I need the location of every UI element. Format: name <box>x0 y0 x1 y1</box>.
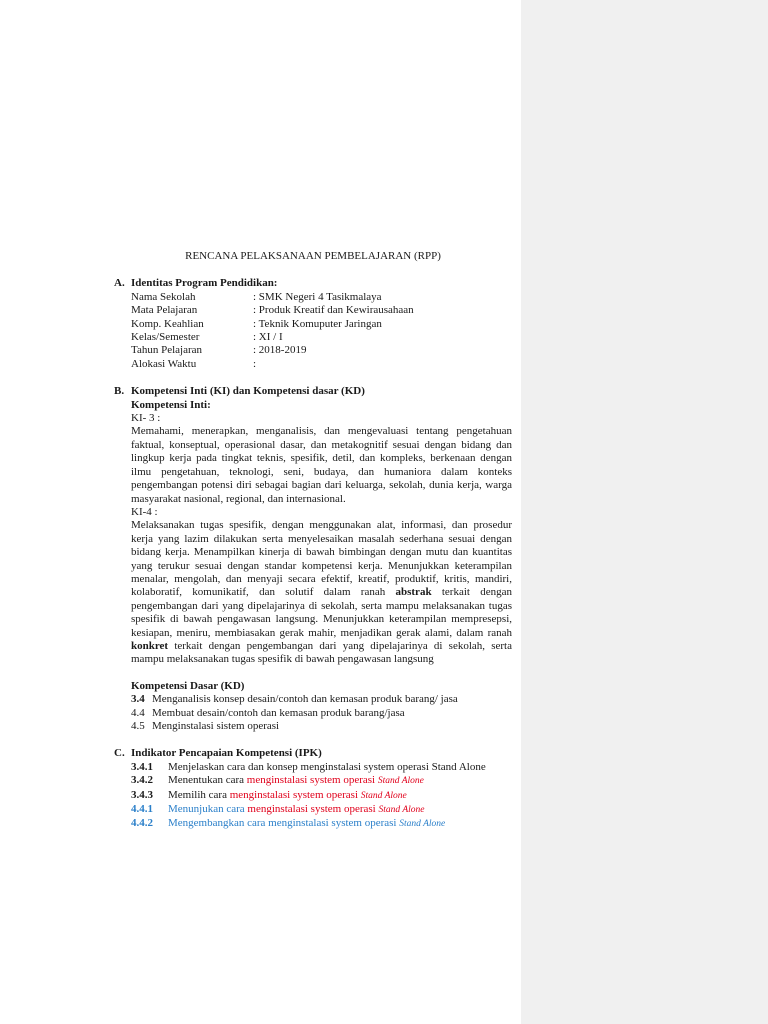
ki4-bold-konkret: konkret <box>131 639 169 652</box>
identity-row <box>131 331 512 344</box>
identity-row <box>131 291 512 304</box>
spacer <box>114 733 512 747</box>
ipk-text-blue: Menunjukan cara <box>168 803 248 816</box>
ipk-text <box>168 817 445 831</box>
identity-label: Nama Sekolah <box>131 290 196 303</box>
ki4-text-part: terkait dengan pengembangan dari yang dipelajarinya di sekolah, serta mampu melaksanakan tugas spesifik di bawah pengawasan langsung. Menunjukkan keterampilan mempresepsi, kesiapan, meniru, membiasakan gerak mahir, menjadikan gerak alami, dalam ranah <box>131 586 512 639</box>
kd-number: 4.5 <box>131 720 145 732</box>
section-identitas <box>114 277 512 371</box>
kd-text: Menginstalasi sistem operasi <box>152 720 280 732</box>
identity-value: : 2018-2019 <box>253 344 307 357</box>
comment-pane <box>521 0 768 1024</box>
ki4-text <box>131 519 512 666</box>
identity-label: Mata Pelajaran <box>131 304 198 317</box>
identity-value: : Teknik Komuputer Jaringan <box>253 317 382 330</box>
ipk-stand-alone: Stand Alone <box>378 805 425 816</box>
document-title: RENCANA PELAKSANAAN PEMBELAJARAN (RPP) <box>185 250 441 262</box>
ipk-text-red: menginstalasi system operasi <box>246 774 378 787</box>
kd-text: Membuat desain/contoh dan kemasan produk barang/jasa <box>152 706 405 719</box>
identity-value: : SMK Negeri 4 Tasikmalaya <box>253 290 382 303</box>
ipk-item <box>131 817 512 831</box>
ipk-stand-alone: Stand Alone <box>399 819 446 830</box>
kd-text: Menganalisis konsep desain/contoh dan kemasan produk barang/ jasa <box>152 693 458 706</box>
ipk-text-red: menginstalasi system operasi <box>247 803 379 816</box>
section-c-letter: C. <box>114 747 125 760</box>
identity-label: Tahun Pelajaran <box>131 344 203 357</box>
identity-value: : Produk Kreatif dan Kewirausahaan <box>253 304 414 317</box>
ipk-item <box>131 761 512 774</box>
section-ipk <box>114 747 512 831</box>
ipk-stand-alone: Stand Alone <box>377 776 424 787</box>
ipk-text-blue: Mengembangkan cara menginstalasi system operasi <box>168 817 400 830</box>
kd-item <box>131 720 512 733</box>
ipk-text <box>168 789 407 803</box>
ipk-text: Menjelaskan cara dan konsep menginstalasi system operasi Stand Alone <box>168 760 486 773</box>
ki3-text: Memahami, menerapkan, menganalisis, dan mengevaluasi tentang pengetahuan faktual, konseptual, operasional dasar, dan metakognitif sesuai dengan bidang dan lingkup kerja pada tingkat teknis, spesifik, detil, dan kompleks, berkenaan dengan ilmu pengetahuan, teknologi, seni, budaya, dan humaniora dalam konteks pengembangan potensi diri sebagai bagian dari keluarga, sekolah, dunia kerja, warga masyarakat nasional, regional, dan internasional. <box>131 425 512 505</box>
ki4-text-part: terkait dengan pengembangan dari yang dipelajarinya di sekolah, serta mampu melaksanakan tugas spesifik di bawah pengawasan langsung <box>131 639 512 666</box>
section-b-letter: B. <box>114 385 125 398</box>
spacer <box>131 667 512 680</box>
ki4-label: KI-4 : <box>131 505 158 518</box>
ipk-number: 3.4.3 <box>131 788 153 801</box>
kd-number: 4.4 <box>131 706 145 719</box>
kd-item <box>131 693 512 706</box>
identity-value: : <box>253 357 257 370</box>
document-body <box>114 250 512 832</box>
ki4-bold-abstrak: abstrak <box>395 586 432 599</box>
ipk-stand-alone: Stand Alone <box>360 790 407 801</box>
section-kompetensi <box>114 385 512 733</box>
ipk-item <box>131 803 512 817</box>
ipk-text-red: menginstalasi system operasi <box>229 788 361 801</box>
kd-heading: Kompetensi Dasar (KD) <box>131 679 245 692</box>
ki-heading: Kompetensi Inti: <box>131 398 211 411</box>
ipk-text <box>168 803 425 817</box>
ipk-number: 3.4.2 <box>131 774 153 787</box>
identity-row <box>131 304 512 317</box>
kd-item <box>131 707 512 720</box>
identity-value: : XI / I <box>253 331 283 344</box>
ki3-label: KI- 3 : <box>131 412 161 425</box>
kd-number: 3.4 <box>131 693 145 706</box>
ipk-item <box>131 774 512 788</box>
ipk-text-part: Memilih cara <box>168 788 230 801</box>
identity-row <box>131 358 512 371</box>
identity-label: Kelas/Semester <box>131 331 200 344</box>
ipk-text <box>168 774 424 788</box>
ipk-number: 4.4.1 <box>131 803 153 816</box>
ipk-text-part: Menentukan cara <box>168 774 247 787</box>
identity-row <box>131 344 512 357</box>
spacer <box>114 371 512 385</box>
ipk-number: 4.4.2 <box>131 817 153 830</box>
identity-label: Komp. Keahlian <box>131 317 204 330</box>
identity-label: Alokasi Waktu <box>131 357 197 370</box>
identity-row <box>131 318 512 331</box>
section-a-letter: A. <box>114 277 125 290</box>
section-c-heading: Indikator Pencapaian Kompetensi (IPK) <box>131 747 322 760</box>
ipk-number: 3.4.1 <box>131 760 153 773</box>
ipk-item <box>131 789 512 803</box>
section-b-heading: Kompetensi Inti (KI) dan Kompetensi dasar (KD) <box>131 385 365 398</box>
ki4-text-part: Melaksanakan tugas spesifik, dengan menggunakan alat, informasi, dan prosedur kerja yang lazim dilakukan serta menyelesaikan masalah sederhana sesuai dengan bidang kerja. Menampilkan kinerja di bawah bimbingan dengan mutu dan kuantitas yang terukur sesuai dengan standar kompetensi kerja. Menunjukkan keterampilan menalar, mengolah, dan menyaji secara efektif, kreatif, produktif, kritis, mandiri, kolaboratif, komunikatif, dan solutif dalam ranah <box>131 519 512 599</box>
section-a-heading: Identitas Program Pendidikan: <box>131 277 278 290</box>
